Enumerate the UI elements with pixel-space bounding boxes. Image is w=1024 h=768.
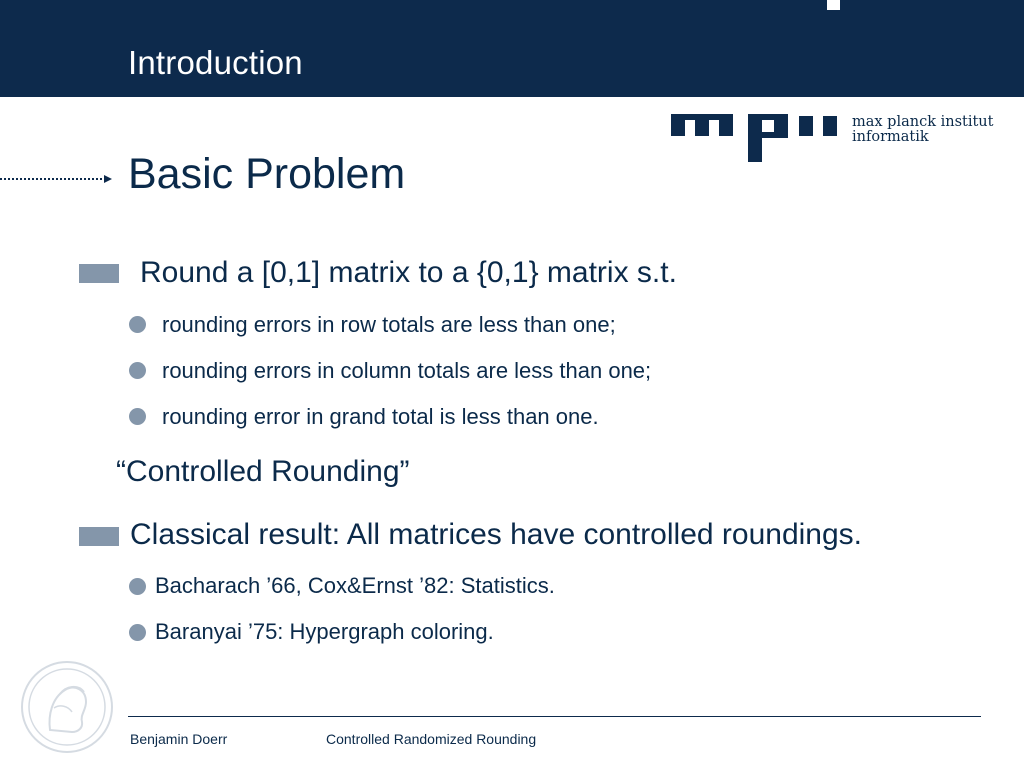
sub-bullet-2-2: Baranyai ’75: Hypergraph coloring.	[155, 619, 494, 644]
header-mark	[827, 0, 840, 10]
dotted-arrow-icon	[0, 172, 114, 186]
sub-bullet-dot	[129, 578, 146, 595]
institute-name	[852, 115, 993, 145]
sub-bullet-1-1: rounding errors in row totals are less than one;	[162, 312, 616, 337]
footer-divider	[128, 716, 981, 717]
footer-author: Benjamin Doerr	[130, 731, 228, 747]
bullet-2-text: Classical result: All matrices have controlled roundings.	[130, 518, 862, 551]
bullet-square	[79, 527, 119, 546]
sub-bullet-dot	[129, 624, 146, 641]
bullet-1-text: Round a [0,1] matrix to a {0,1} matrix s.t.	[140, 256, 677, 289]
sub-bullet-dot	[129, 362, 146, 379]
sub-bullet-dot	[129, 408, 146, 425]
section-title: Introduction	[128, 44, 303, 81]
sub-bullet-dot	[129, 316, 146, 333]
sub-bullet-1-3: rounding error in grand total is less than one.	[162, 404, 599, 429]
sub-bullet-1-2: rounding errors in column totals are less than one;	[162, 358, 652, 383]
footer-talk-title: Controlled Randomized Rounding	[326, 731, 537, 747]
minerva-seal-icon	[20, 660, 114, 754]
header-bar	[0, 0, 1024, 97]
quote-text: “Controlled Rounding”	[116, 455, 410, 488]
institute-line-1: max planck institut	[852, 114, 994, 130]
slide-title: Basic Problem	[128, 150, 406, 198]
sub-bullet-2-1: Bacharach ’66, Cox&Ernst ’82: Statistics.	[155, 573, 555, 598]
bullet-square	[79, 264, 119, 283]
institute-line-2: informatik	[852, 129, 929, 145]
